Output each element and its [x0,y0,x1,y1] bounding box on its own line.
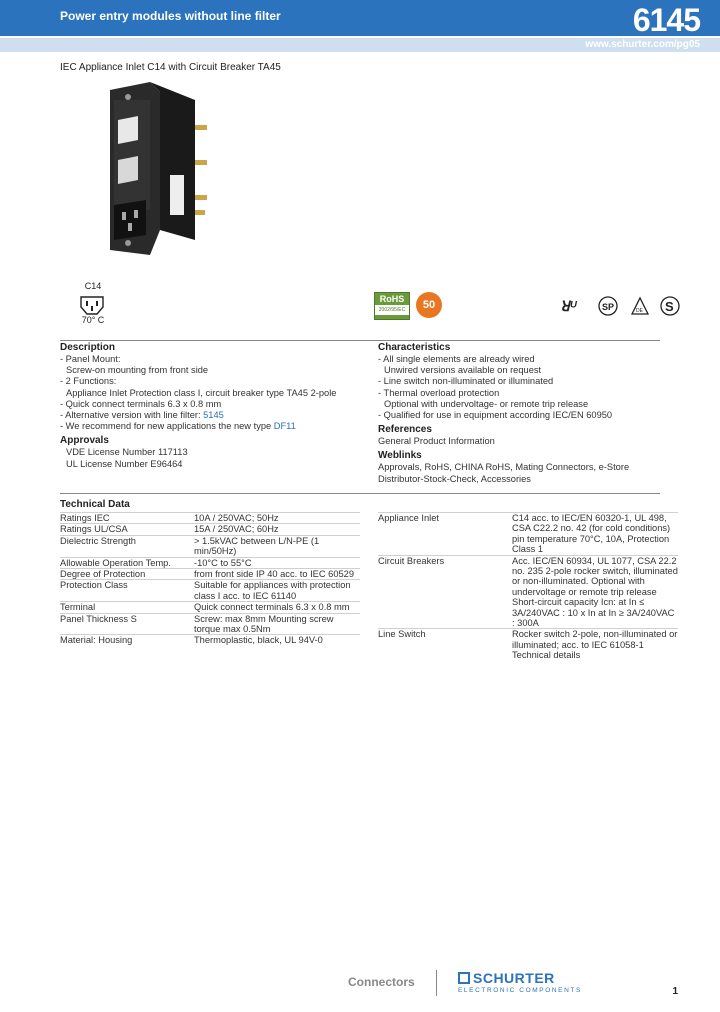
header-title: Power entry modules without line filter [60,9,281,23]
page-number: 1 [672,986,678,997]
svg-text:DE: DE [636,308,643,314]
characteristics-section [378,341,668,485]
references-heading: References [378,424,432,436]
logo-mark-icon [458,972,470,984]
fifty-year-icon: 50 [416,292,442,318]
page-header [0,0,720,36]
technical-data-row [378,513,678,556]
technical-data-row [378,555,678,629]
inlet-symbol [68,281,118,325]
weblinks-heading: Weblinks [378,450,422,462]
technical-data-value: 10A / 250VAC; 50Hz [192,513,360,524]
characteristic-line: Optional with undervoltage- or remote trip release [384,398,589,409]
technical-data-key: Material: Housing [60,635,192,646]
rohs-sub: 2002/95/EC [375,305,409,315]
description-line: - We recommend for new applications the new type DF11 [60,421,296,432]
technical-data-value: -10°C to 55°C [192,557,360,568]
product-number: 6145 [632,2,700,38]
technical-data-row [60,613,360,635]
svg-text:S: S [665,299,674,314]
technical-data-key: Appliance Inlet [378,513,510,556]
header-url-link[interactable]: www.schurter.com/pg05 [585,39,700,50]
characteristic-line: - Line switch non-illuminated or illuminated [378,376,554,387]
technical-data-key: Terminal [60,602,192,613]
technical-data-heading: Technical Data [60,499,130,510]
approval-line: UL License Number E96464 [66,458,183,469]
characteristic-line: - Qualified for use in equipment according IEC/EN 60950 [378,410,613,421]
product-subtitle: IEC Appliance Inlet C14 with Circuit Breaker TA45 [60,62,281,73]
description-heading: Description [60,342,116,353]
technical-data-key: Dielectric Strength [60,535,192,557]
technical-data-key: Ratings UL/CSA [60,524,192,535]
technical-data-value: from front side IP 40 acc. to IEC 60529 [192,569,360,580]
inlet-temp: 70° C [81,315,105,325]
new-type-link[interactable]: DF11 [273,421,296,432]
characteristic-line: - All single elements are already wired [378,354,535,364]
description-line: - Panel Mount: [60,354,121,364]
technical-data-row [60,535,360,557]
technical-data-key: Ratings IEC [60,513,192,524]
technical-data-key: Protection Class [60,580,192,602]
logo-text: SCHURTER [473,970,555,986]
technical-data-row [60,569,360,580]
schurter-logo [458,970,582,994]
alternative-version-link[interactable]: 5145 [203,410,224,421]
c14-inlet-icon [78,294,106,316]
technical-data-row [378,629,678,661]
technical-data-value: Quick connect terminals 6.3 x 0.8 mm [192,602,360,613]
characteristic-line: Unwired versions available on request [384,365,542,376]
technical-data-key: Line Switch [378,629,510,661]
technical-data-row [60,635,360,646]
inlet-label: C14 [84,281,102,291]
weblinks-line-2[interactable]: Distributor-Stock-Check, Accessories [378,473,531,484]
product-image [100,80,220,260]
technical-data-key: Allowable Operation Temp. [60,557,192,568]
description-line: Appliance Inlet Protection class I, circuit breaker type TA45 2-pole [66,387,337,398]
svg-text:SP: SP [602,302,615,312]
technical-data-value: Suitable for appliances with protection class I acc. to IEC 61140 [192,580,360,602]
csa-icon [599,297,617,315]
technical-data-key: Circuit Breakers [378,555,510,629]
logo-subtext: ELECTRONIC COMPONENTS [458,987,582,994]
rohs-label: RoHS [379,294,405,304]
characteristics-heading: Characteristics [378,342,451,353]
technical-data-key: Degree of Protection [60,569,192,580]
description-line: Screw-on mounting from front side [66,365,209,376]
description-line: - 2 Functions: [60,376,117,387]
rohs-icon [374,292,410,320]
footer-category: Connectors [348,975,415,989]
approval-line: VDE License Number 117113 [66,447,188,458]
technical-data-value: Acc. IEC/EN 60934, UL 1077, CSA 22.2 no. 235 2-pole rocker switch, illuminated or non-illuminated. Optional with undervoltage or remote trip release Short-circuit capacity Icn: at In ≤ 3A/240VAC : 10 x In at In ≥ 3A/240VAC : 300A [512,555,678,629]
technical-data-key: Panel Thickness S [60,613,192,635]
description-line: - Alternative version with line filter: 5145 [60,410,224,421]
technical-data-row [60,524,360,535]
technical-data-row [60,580,360,602]
weblinks-line-1[interactable]: Approvals, RoHS, CHINA RoHS, Mating Connectors, e-Store [378,462,630,473]
technical-data-table-left [60,512,360,646]
footer-divider [436,970,437,996]
technical-data-row [60,513,360,524]
technical-data-value: C14 acc. to IEC/EN 60320-1, UL 498, CSA C22.2 no. 42 (for cold conditions) pin temperature 70°C, 10A, Protection Class 1 [510,513,678,556]
svg-text:ꓤᵁ: ꓤᵁ [560,298,577,314]
header-url-bar [0,38,720,52]
description-line: - Quick connect terminals 6.3 x 0.8 mm [60,398,222,409]
technical-data-value: Screw: max 8mm Mounting screw torque max 0.5Nm [192,613,360,635]
technical-data-row [60,557,360,568]
ru-ul-icon [560,298,578,314]
vde-icon [632,298,648,314]
approvals-heading: Approvals [60,435,109,447]
s-mark-icon [661,297,679,315]
section-divider [60,493,660,494]
technical-data-value: Rocker switch 2-pole, non-illuminated or illuminated; acc. to IEC 61058-1 Technical details [512,629,678,661]
technical-data-row [60,602,360,613]
certification-logos [374,292,684,322]
characteristic-line: - Thermal overload protection [378,387,500,398]
general-product-info-link[interactable]: General Product Information [378,436,495,447]
technical-data-value: 15A / 250VAC; 60Hz [192,524,360,535]
technical-data-value: > 1.5kVAC between L/N-PE (1 min/50Hz) [192,535,360,557]
description-section [60,341,360,470]
technical-data-value: Thermoplastic, black, UL 94V-0 [192,635,360,646]
technical-data-table-right [378,512,678,661]
